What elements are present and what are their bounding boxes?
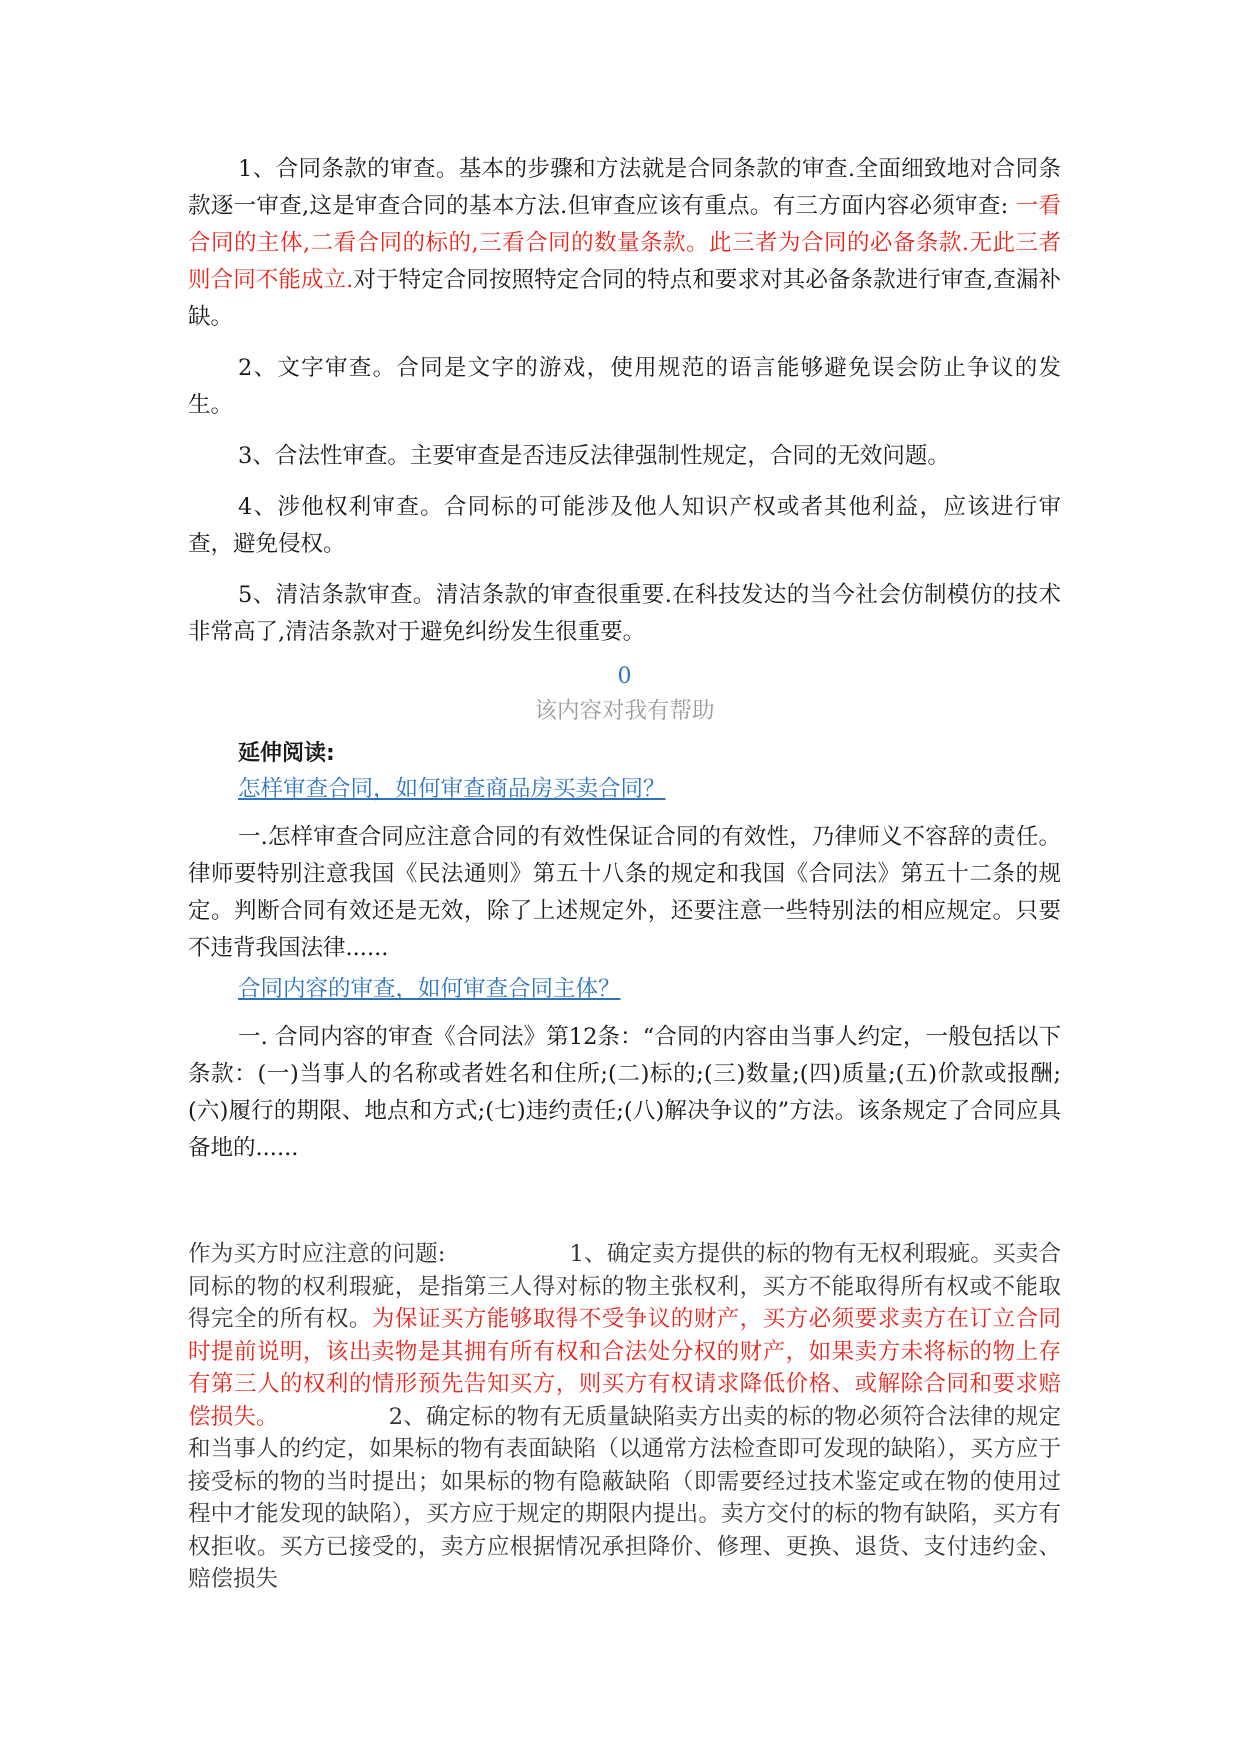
- related-article-link[interactable]: 合同内容的审查，如何审查合同主体？: [238, 976, 621, 1002]
- section-text-review: 2、文字审查。合同是文字的游戏，使用规范的语言能够避免误会防止争议的发生。: [188, 355, 1061, 418]
- buyer-item-text: 卖方出卖的标的物必须符合法律的规定和当事人的约定，如果标的物有表面缺陷（以通常方法检查即可发现的缺陷），买方应于接受标的物的当时提出；如果标的物有隐蔽缺陷（即需要经过技术鉴定或在物的使用过程中才能发现的缺陷），买方应于规定的期限内提出。卖方交付的标的物有缺陷，买方有权拒收。买方已接受的，卖方应根据情况承担降价、修理、更换、退货、支付违约金、赔偿损失: [188, 1403, 1061, 1592]
- highlighted-text: 一看合同的主体,二看合同的标的,三看合同的数量条款。此三者为合同的必备条款.无此三者则合同不能成立.: [188, 193, 1061, 293]
- buyer-notes-heading: 作为买方时应注意的问题:: [188, 1241, 446, 1267]
- buyer-item-title: 2、确定标的物有无质量缺陷: [388, 1403, 676, 1430]
- section-legality-review: 3、合法性审查。主要审查是否违反法律强制性规定，合同的无效问题。: [238, 443, 950, 469]
- buyer-item-text: 买卖合同标的物的权利瑕疵，是指第三人得对标的物主张权利，买方不能取得所有权或不能取得完全的所有权。: [188, 1241, 1061, 1332]
- section-third-party-rights: 4、涉他权利审查。合同标的可能涉及他人知识产权或者其他利益，应该进行审查，避免侵权。: [188, 494, 1061, 557]
- helpful-button[interactable]: 该内容对我有帮助: [534, 698, 715, 724]
- related-article-link[interactable]: 怎样审查合同，如何审查商品房买卖合同？: [238, 776, 666, 802]
- article-body: [188, 151, 1061, 1181]
- section-text: 对于特定合同按照特定合同的特点和要求对其必备条款进行审查,查漏补缺。: [188, 267, 1062, 330]
- extended-reading-title: 延伸阅读:: [238, 741, 335, 766]
- section-contract-terms: [188, 151, 1061, 336]
- related-article-excerpt: 一. 合同内容的审查《合同法》第12条：“合同的内容由当事人约定，一般包括以下条款：(一)当事人的名称或者姓名和住所;(二)标的;(三)数量;(四)质量;(五)价款或报酬;(六)履行的期限、地点和方式;(七)违约责任;(八)解决争议的”方法。该条规定了合同应具备地的......: [188, 1024, 1061, 1161]
- buyer-item-title: 1、确定卖方提供的标的物有无权利瑕疵。: [569, 1241, 994, 1267]
- related-article-excerpt: 一.怎样审查合同应注意合同的有效性保证合同的有效性，乃律师义不容辞的责任。律师要特别注意我国《民法通则》第五十八条的规定和我国《合同法》第五十二条的规定。判断合同有效还是无效，除了上述规定外，还要注意一些特别法的相应规定。只要不违背我国法律......: [188, 824, 1061, 961]
- highlighted-text: 为保证买方能够取得不受争议的财产，买方必须要求卖方在订立合同时提前说明，该出卖物是其拥有所有权和合法处分权的财产，如果卖方未将标的物上存有第三人的权利的情形预先告知买方，则买方有权请求降低价格、或解除合同和要求赔偿损失。: [188, 1306, 1061, 1430]
- buyer-notes: [188, 1238, 1061, 1596]
- section-clean-clause: 5、清洁条款审查。清洁条款的审查很重要.在科技发达的当今社会仿制模仿的技术非常高了,清洁条款对于避免纠纷发生很重要。: [188, 582, 1061, 645]
- section-text: 1、合同条款的审查。基本的步骤和方法就是合同条款的审查.全面细致地对合同条款逐一审查,这是审查合同的基本方法.但审查应该有重点。有三方面内容必须审查:: [188, 156, 1061, 219]
- helpful-count[interactable]: 0: [617, 664, 632, 689]
